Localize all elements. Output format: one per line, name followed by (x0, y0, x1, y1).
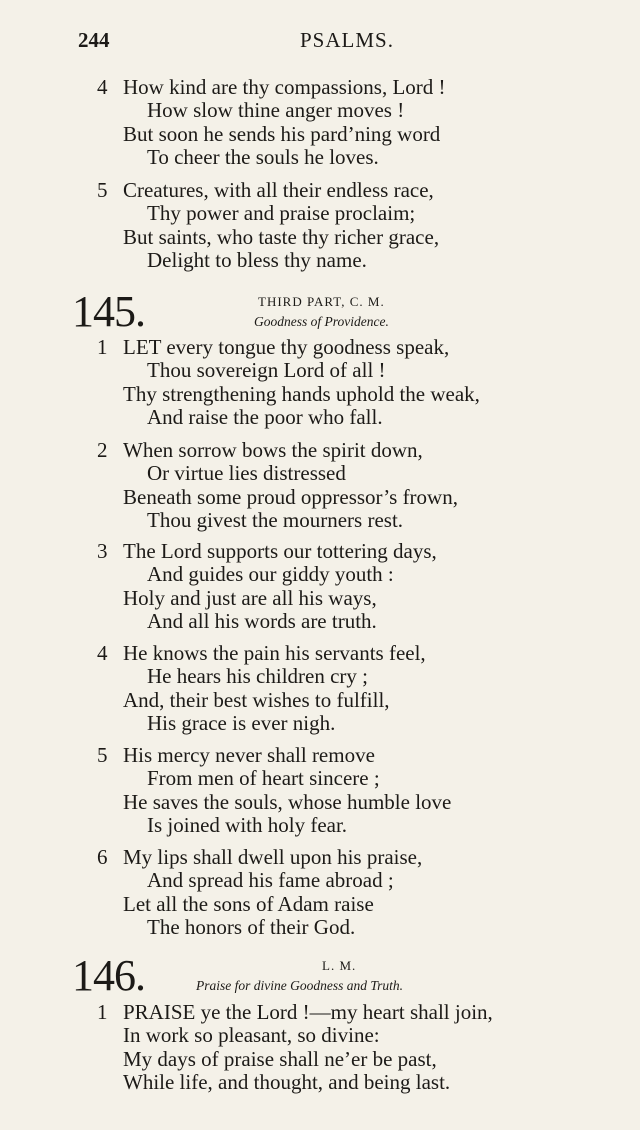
running-title: PSALMS. (300, 28, 394, 52)
stanza-number: 3 (97, 539, 108, 563)
stanza-number: 5 (97, 743, 108, 767)
hymn-heading (72, 951, 632, 1006)
hymn-meter: THIRD PART, C. M. (258, 294, 385, 309)
hymnal-page: 244 PSALMS. 4 How kind are thy compassions, Lord ! How slow thine anger moves ! But soon he sends his pard’ning word To cheer the souls he loves. 5 Creatures, with all their endless race, Thy power and praise proclaim; But saints, who taste thy richer grace, Delight to bless thy name. 145. THIRD PART, C. M. Goodness of Providence. 1 LET every tongue thy goodness speak, Thou sovereign Lord of all ! Thy strengthening hands uphold the weak, And raise the poor who fall. 2 When sorrow bows the spirit down, Or virtue lies distressed Beneath some proud oppressor’s frown, Thou givest the mourners rest. 3 The Lord supports our tottering days, And guides our giddy youth : Holy and just are all his ways, And all his words are truth. 4 He knows the pain his servants feel, He hears his children cry ; And, their best wishes to fulfill, His grace is ever nigh. 5 His mercy never shall remove From men of heart sincere ; He saves the souls, whose humble love Is joined with holy fear. 6 My lips shall dwell upon his praise, And spread his fame abroad ; Let all the sons of Adam raise The honors of their God. 146. L. M. Praise for divine Goodness and Truth. 1 PRAISE ye the Lord !—my heart shall join, In work so pleasant, so divine: My days of praise shall ne’er be past, While life, and thought, and being last. (0, 0, 640, 1130)
page-header (78, 28, 630, 58)
stanza-number: 6 (97, 845, 108, 869)
hymn-subtitle: Praise for divine Goodness and Truth. (196, 978, 404, 993)
hymn-meter: L. M. (322, 958, 357, 973)
stanza-number: 2 (97, 438, 108, 462)
hymn-subtitle: Goodness of Providence. (254, 314, 389, 329)
page-number: 244 (78, 28, 110, 52)
hymn-number: 146. (72, 951, 145, 1000)
stanza-number: 1 (97, 335, 108, 359)
stanza-number: 4 (97, 641, 108, 665)
stanza-number: 5 (97, 178, 108, 202)
stanza-number: 1 (97, 1000, 108, 1024)
hymn-number: 145. (72, 287, 145, 336)
stanza-number: 4 (97, 75, 108, 99)
